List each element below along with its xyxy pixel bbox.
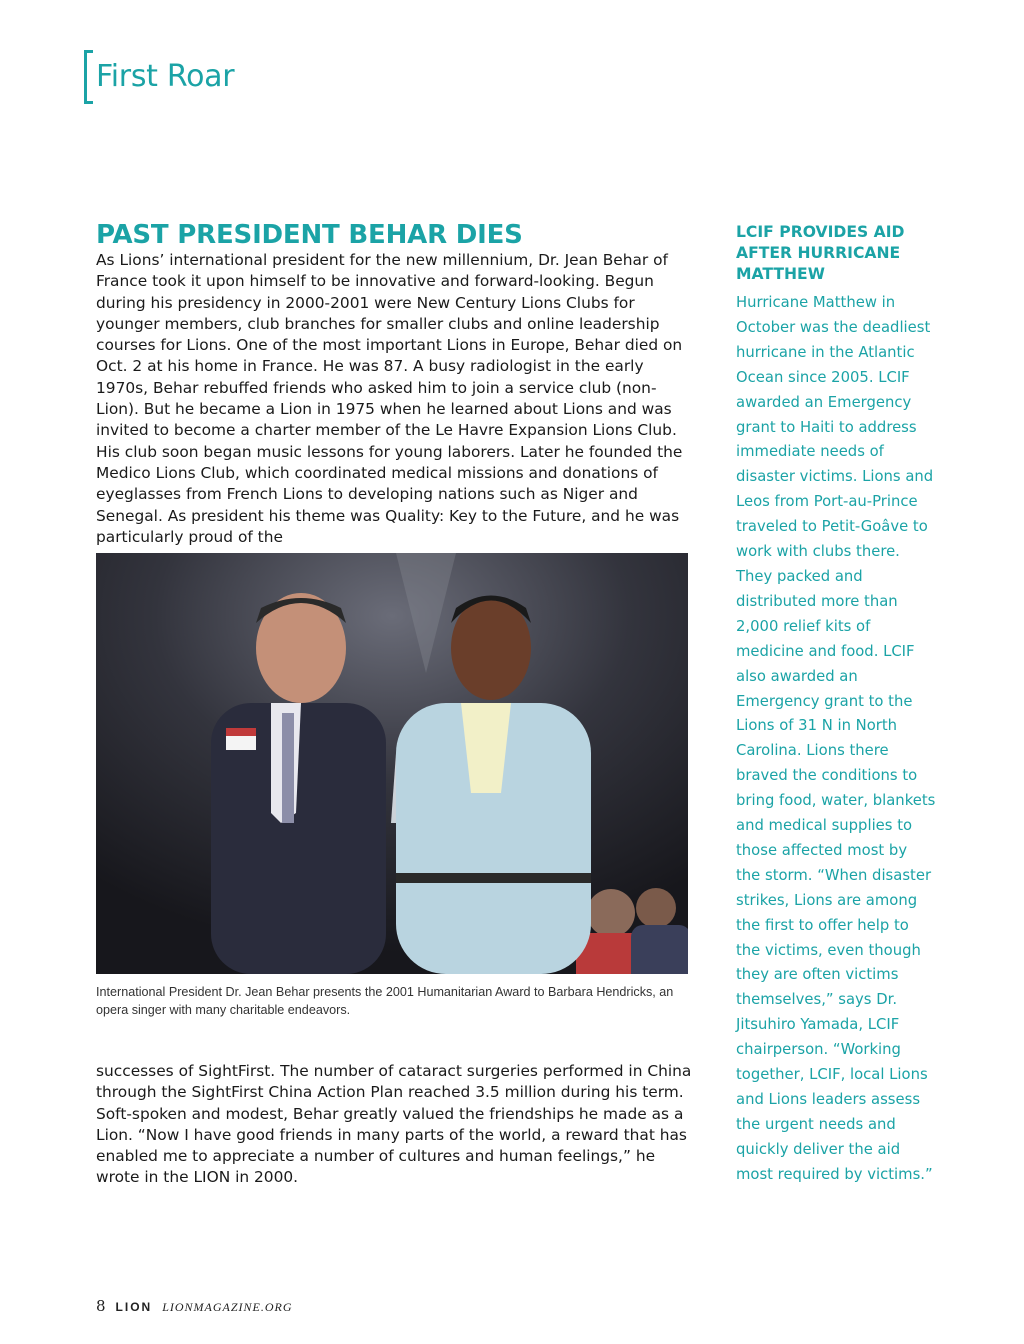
article-body-continued: successes of SightFirst. The number of cataract surgeries performed in China through the SightFirst China Action Plan reached 3.5 million during his term. Soft-spoken and modest, Behar greatly valued the friendships he made as a Lion. “Now I have good friends in many parts of the world, a reward that has enabled me to appreciate a number of cultures and human feelings,” he wrote in the LION in 2000. <box>96 1062 692 1187</box>
page-number: 8 <box>96 1297 106 1315</box>
photo-illustration <box>96 553 688 974</box>
photo-caption: International President Dr. Jean Behar presents the 2001 Humanitarian Award to Barbara Hendricks, an opera singer with many charitable endeavors. <box>96 985 674 1017</box>
section-header <box>84 46 234 106</box>
sidebar-headline: LCIF PROVIDES AID AFTER HURRICANE MATTHEW <box>736 223 905 283</box>
magazine-url: LIONMAGAZINE.ORG <box>162 1300 293 1314</box>
section-title: First Roar <box>96 58 235 94</box>
bracket-ornament <box>84 50 93 104</box>
page-footer <box>96 1297 293 1315</box>
article-body: As Lions’ international president for the new millennium, Dr. Jean Behar of France took it upon himself to be innovative and forward-looking. Begun during his presidency in 2000-2001 were New Century Lions Clubs for younger members, club branches for smaller clubs and online leadership courses for Lions. One of the most important Lions in Europe, Behar died on Oct. 2 at his home in France. He was 87. A busy radiologist in the early 1970s, Behar rebuffed friends who asked him to join a service club (non-Lion). But he became a Lion in 1975 when he learned about Lions and was invited to become a charter member of the Le Havre Expansion Lions Club. His club soon began music lessons for young laborers. Later he founded the Medico Lions Club, which coordinated medical missions and donations of eyeglasses from French Lions to developing nations such as Niger and Senegal. As president his theme was Quality: Key to the Future, and he was particularly proud of the <box>96 251 683 546</box>
article-headline: PAST PRESIDENT BEHAR DIES <box>96 220 523 250</box>
magazine-name: LION <box>115 1300 153 1314</box>
article-photo <box>96 553 688 974</box>
sidebar-column <box>736 222 936 1188</box>
article-column <box>96 220 696 548</box>
sidebar-body: Hurricane Matthew in October was the deadliest hurricane in the Atlantic Ocean since 2005. LCIF awarded an Emergency grant to Haiti to address immediate needs of disaster victims. Lions and Leos from Port-au-Prince traveled to Petit-Goâve to work with clubs there. They packed and distributed more than 2,000 relief kits of medicine and food. LCIF also awarded an Emergency grant to the Lions of 31 N in North Carolina. Lions there braved the conditions to bring food, water, blankets and medical supplies to those affected most by the storm. “When disaster strikes, Lions are among the first to offer help to the victims, even though they are often victims themselves,” says Dr. Jitsuhiro Yamada, LCIF chairperson. “Working together, LCIF, local Lions and Lions leaders assess the urgent needs and quickly deliver the aid most required by victims.” <box>736 294 936 1183</box>
